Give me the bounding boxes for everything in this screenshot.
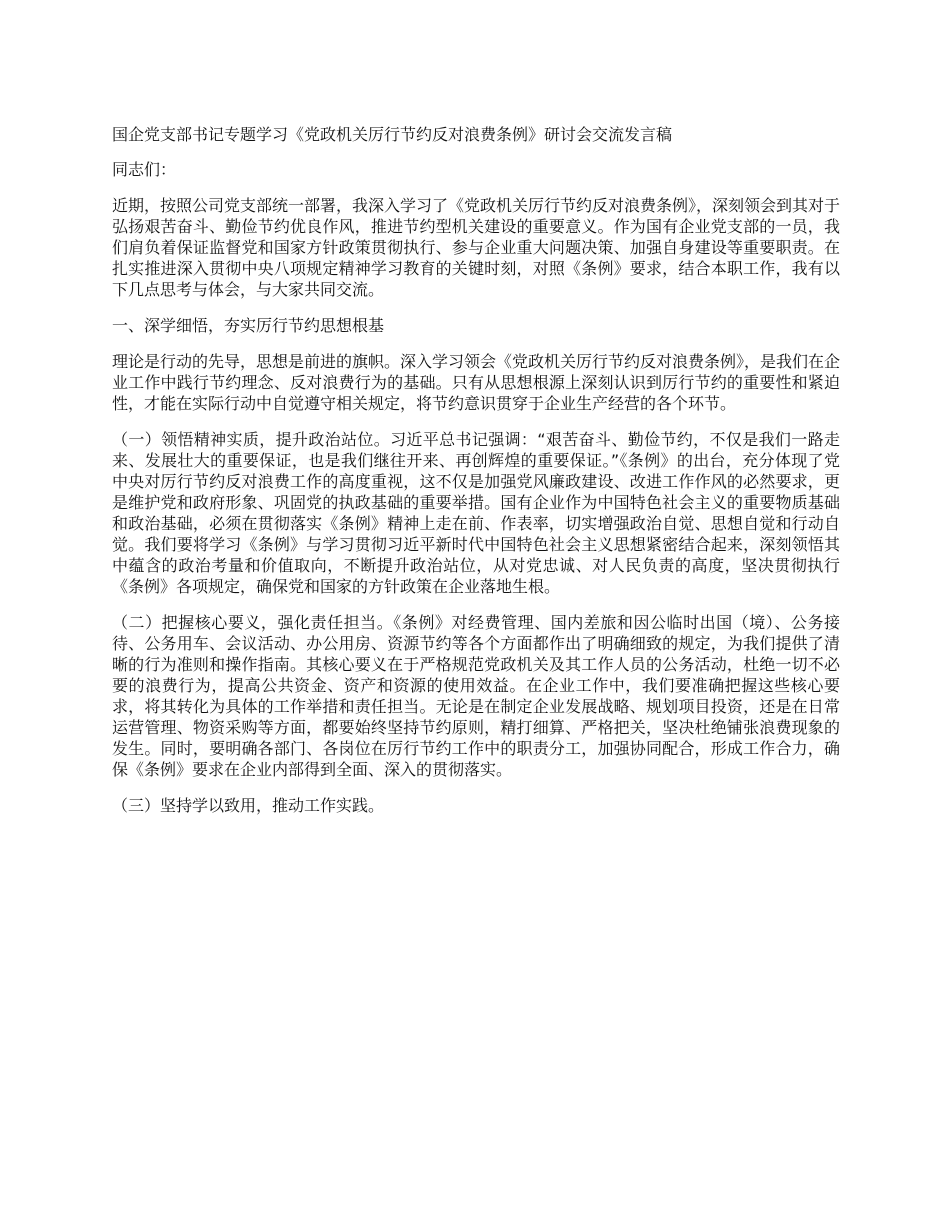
section-heading-1: 一、深学细悟，夯实厉行节约思想根基 bbox=[112, 316, 385, 335]
paragraph-subsection-3: （三）坚持学以致用，推动工作实践。 bbox=[112, 796, 385, 815]
paragraph-subsection-2: （二）把握核心要义，强化责任担当。《条例》对经费管理、国内差旅和因公临时出国（境）、公务接待、公务用车、会议活动、办公用房、资源节约等各个方面都作出了明确细致的规定，为我们提供了清晰的行为准则和操作指南。其核心要义在于严格规范党政机关及其工作人员的公务活动，杜绝一切不必要的浪费行为，提高公共资金、资产和资源的使用效益。在企业工作中，我们要准确把握这些核心要求，将其转化为具体的工作举措和责任担当。无论是在制定企业发展战略、规划项目投资，还是在日常运营管理、物资采购等方面，都要始终坚持节约原则，精打细算、严格把关，坚决杜绝铺张浪费现象的发生。同时，要明确各部门、各岗位在厉行节约工作中的职责分工，加强协同配合，形成工作合力，确保《条例》要求在企业内部得到全面、深入的贯彻落实。 bbox=[112, 613, 840, 779]
document-page bbox=[112, 124, 840, 831]
paragraph-subsection-1: （一）领悟精神实质，提升政治站位。习近平总书记强调：“艰苦奋斗、勤俭节约，不仅是我们一路走来、发展壮大的重要保证，也是我们继往开来、再创辉煌的重要保证。”《条例》的出台，充分体现了党中央对厉行节约反对浪费工作的高度重视，这不仅是加强党风廉政建设、改进工作作风的必然要求，更是维护党和政府形象、巩固党的执政基础的重要举措。国有企业作为中国特色社会主义的重要物质基础和政治基础，必须在贯彻落实《条例》精神上走在前、作表率，切实增强政治自觉、思想自觉和行动自觉。我们要将学习《条例》与学习贯彻习近平新时代中国特色社会主义思想紧密结合起来，深刻领悟其中蕴含的政治考量和价值取向，不断提升政治站位，从对党忠诚、对人民负责的高度，坚决贯彻执行《条例》各项规定，确保党和国家的方针政策在企业落地生根。 bbox=[112, 430, 840, 596]
paragraph-intro: 近期，按照公司党支部统一部署，我深入学习了《党政机关厉行节约反对浪费条例》，深刻领会到其对于弘扬艰苦奋斗、勤俭节约优良作风，推进节约型机关建设的重要意义。作为国有企业党支部的一员，我们肩负着保证监督党和国家方针政策贯彻执行、参与企业重大问题决策、加强自身建设等重要职责。在扎实推进深入贯彻中央八项规定精神学习教育的关键时刻，对照《条例》要求，结合本职工作，我有以下几点思考与体会，与大家共同交流。 bbox=[112, 196, 841, 299]
document-title: 国企党支部书记专题学习《党政机关厉行节约反对浪费条例》研讨会交流发言稿 bbox=[112, 125, 673, 144]
paragraph-section-1: 理论是行动的先导，思想是前进的旗帜。深入学习领会《党政机关厉行节约反对浪费条例》，是我们在企业工作中践行节约理念、反对浪费行为的基础。只有从思想根源上深刻认识到厉行节约的重要性和紧迫性，才能在实际行动中自觉遵守相关规定，将节约意识贯穿于企业生产经营的各个环节。 bbox=[112, 352, 841, 413]
salutation: 同志们： bbox=[112, 160, 177, 179]
